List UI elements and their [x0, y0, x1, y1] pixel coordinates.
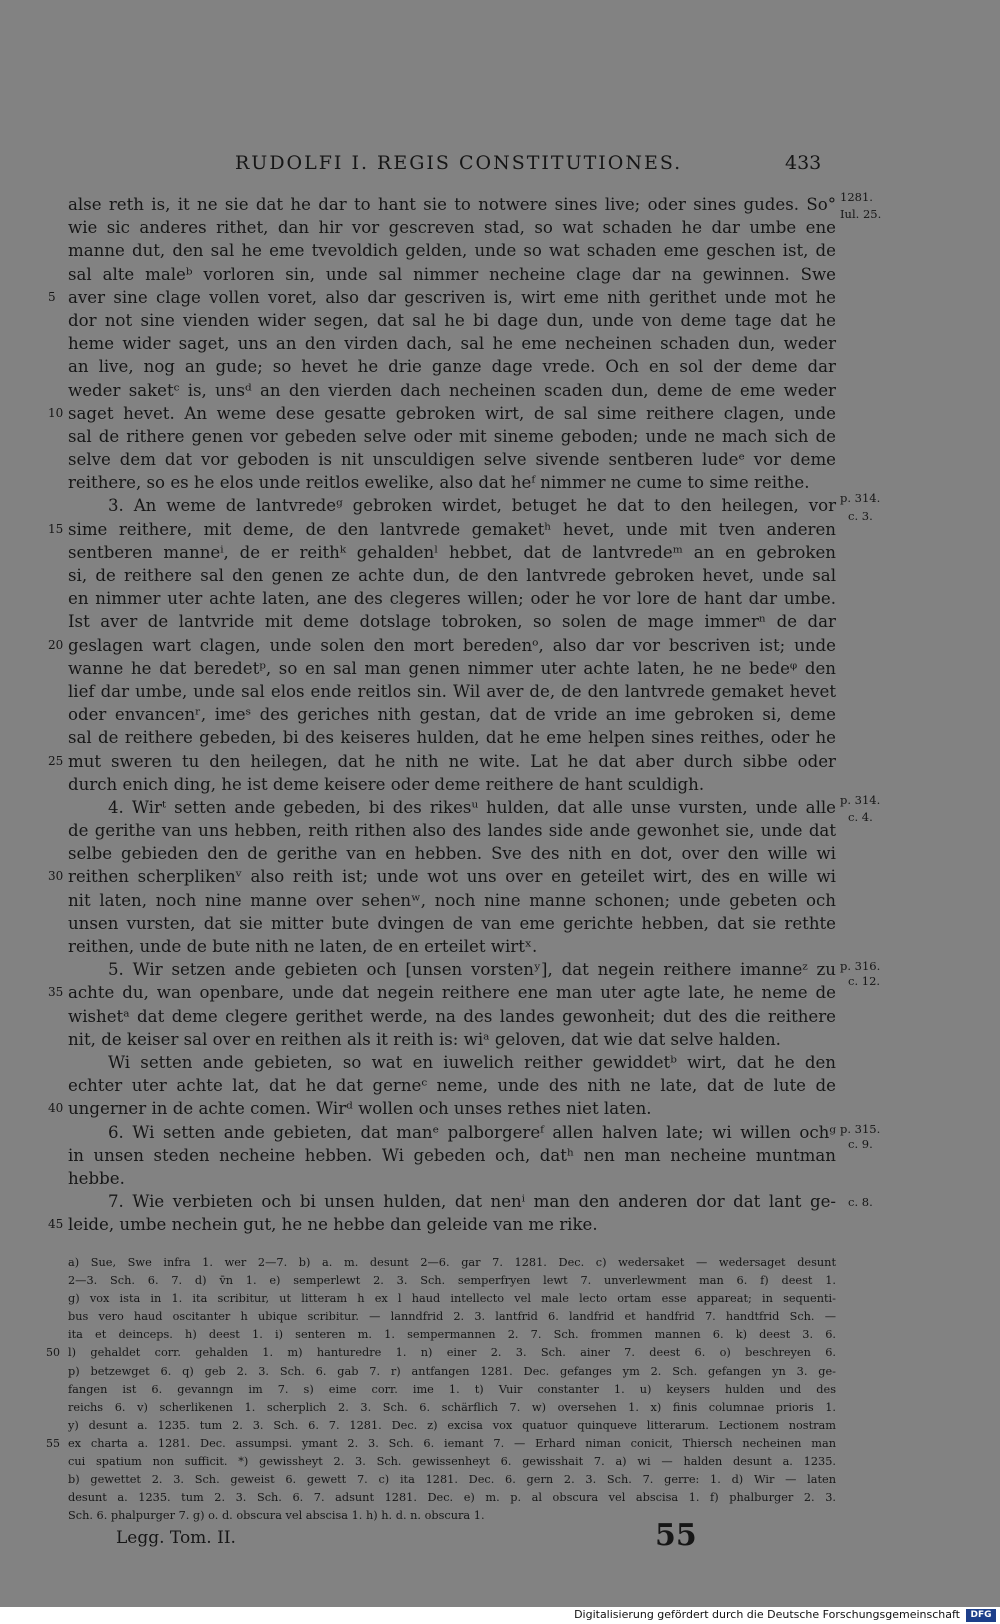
text-line: hebbe.	[68, 1168, 125, 1188]
margin-note-chapter: c. 9.	[848, 1136, 873, 1151]
margin-note-page: p. 315.	[840, 1121, 881, 1136]
margin-note-page: p. 314.	[840, 792, 881, 807]
line-number: 5	[48, 289, 56, 304]
line-number: 30	[48, 869, 64, 884]
text-line: wie sic anderes rithet, dan hir vor gescreven stad, so wat schaden he dar umbe ene Iul. 25.	[68, 207, 882, 238]
footnote-line: y) desunt a. 1235. tum 2. 3. Sch. 6. 7. 1281. Dec. z) excisa vox quatuor quinqueve litterarum. Lectionem nostram	[68, 1418, 836, 1432]
footnote-line: g) vox ista in 1. ita scribitur, ut litteram h ex l haud intellecto vel male lecto ortam esse appareat; in sequenti-	[68, 1292, 836, 1306]
text-line: reithere, so es he elos unde reitlos ewelike, also dat heᶠ nimmer ne cume to sime reithe.	[68, 473, 810, 493]
line-number: 35	[48, 985, 64, 1000]
text-line: dor not sine vienden wider segen, dat sal he bi dage dun, unde von deme tage dat he	[68, 310, 836, 330]
footnote-line: reichs 6. v) scherlikenen 1. scherplich 2. 3. Sch. 6. schärflich 7. w) oversehen 1. x) finis columnae prioris 1.	[68, 1400, 836, 1414]
text-line: de gerithe van uns hebben, reith rithen also des landes side ande gewonhet sie, unde dat c. 4.	[68, 810, 873, 841]
margin-note-page: p. 314.	[840, 491, 881, 506]
text-line: in unsen steden necheine hebben. Wi gebeden och, datʰ nen man necheine muntman c. 9.	[68, 1136, 873, 1165]
text-line: si, de reithere sal den genen ze achte dun, de den lantvrede gebroken hevet, unde sal	[68, 566, 836, 585]
text-line: Ist aver de lantvride mit deme dotslage tobroken, so solen de mage immerⁿ de dar	[68, 612, 836, 632]
footnote-line: Sch. 6. phalpurger 7. g) o. d. obscura vel abscisa 1. h) h. d. n. obscura 1.	[68, 1509, 485, 1523]
footnote-line: b) gewettet 2. 3. Sch. geweist 6. gewett 7. c) ita 1281. Dec. 6. gern 2. 3. Sch. 7. gerre: 1. d) Wir — laten	[68, 1473, 836, 1487]
footnote-line: fangen ist 6. gevanngn im 7. s) eime corr. ime 1. t) Vuir constanter 1. u) keysers hulden und des	[68, 1382, 836, 1396]
main-text	[48, 190, 882, 1236]
text-line: selve dem dat vor geboden is nit unsculdigen selve sivende sentberen ludeᵉ vor deme	[68, 450, 836, 470]
text-line: manne dut, den sal he eme tvevoldich gelden, unde so wat schaden eme geschen ist, de	[68, 241, 836, 261]
running-title: RUDOLFI I. REGIS CONSTITUTIONES.	[235, 152, 683, 174]
footnote-line: a) Sue, Swe infra 1. wer 2—7. b) a. m. desunt 2—6. gar 7. 1281. Dec. c) wedersaket — wedersaget desunt	[68, 1256, 836, 1269]
footnotes	[46, 1254, 836, 1525]
text-line: en nimmer uter achte laten, ane des clegeres willen; oder he vor lore de hant dar umbe.	[68, 589, 836, 609]
line-number: 25	[48, 753, 64, 768]
text-line: lief dar umbe, unde sal elos ende reitlos sin. Wil aver de, de den lantvrede gemaket hevet	[68, 681, 836, 701]
text-line: durch enich ding, he ist deme keisere oder deme reithere de hant sculdigh.	[68, 774, 705, 794]
text-line: oder envancenʳ, imeˢ des geriches nith gestan, dat de vride an ime gebroken si, deme	[68, 705, 836, 725]
text-line: sal de reithere gebeden, bi des keiseres hulden, dat he eme helpen sines reithes, oder he	[68, 728, 836, 748]
dfg-logo: DFG	[966, 1609, 996, 1622]
text-line: wanne he dat beredetᵖ, so en sal man genen nimmer uter achte laten, he ne bedeᵠ den	[68, 658, 836, 678]
footnote-line: p) betzewget 6. q) geb 2. 3. Sch. 6. gab 7. r) antfangen 1281. Dec. gefanges ym 2. Sch. gefangen yn 3. ge-	[68, 1364, 836, 1378]
line-number: 55	[46, 1436, 60, 1450]
text-line: nit, de keiser sal over en reithen als it reith is: wiᵃ geloven, dat wie dat selve halden.	[68, 1029, 781, 1049]
text-line: 35 achte du, wan openbare, unde dat negein reithere ene man uter agte late, he neme de c. 12.	[68, 981, 836, 1004]
text-line: nit laten, noch nine manne over sehenʷ, noch nine manne schonen; unde gebeten och	[68, 890, 836, 910]
footnote-line: desunt a. 1235. tum 2. 3. Sch. 6. 7. adsunt 1281. Dec. e) m. p. al obscura vel abscisa 1. f) phalburger 2. 3.	[68, 1491, 836, 1505]
line-number: 15	[48, 521, 64, 536]
sheet-number: 55	[655, 1518, 697, 1553]
line-number: 20	[48, 637, 64, 652]
footnote-line: 50 l) gehaldet corr. gehalden 1. m) hanturedre 1. n) einer 2. 3. Sch. ainer 7. deest 6. o) beschreyen 6.	[68, 1344, 836, 1362]
footnote-line: cui spatium non sufficit. *) gewissheyt 2. 3. Sch. gewissenheyt 6. gewisshait 7. a) wi — halden desunt a. 1235.	[68, 1455, 836, 1469]
text-line: sentberen manneⁱ, de er reithᵏ gehaldenˡ hebbet, dat de lantvredeᵐ an en gebroken	[68, 542, 836, 562]
margin-note-chapter: c. 4.	[848, 810, 873, 825]
text-line: sal alte maleᵇ vorloren sin, unde sal nimmer necheine clage dar na gewinnen. Swe	[68, 264, 836, 284]
text-line: unsen vursten, dat sie mitter bute dvingen de van eme gerichte hebben, dat sie rethte	[68, 913, 836, 933]
line-number: 40	[48, 1101, 64, 1116]
signature-mark: Legg. Tom. II.	[116, 1528, 236, 1548]
text-line: 45 leide, umbe nechein gut, he ne hebbe dan geleide van me rike.	[68, 1213, 836, 1236]
text-line: 25 mut sweren tu den heilegen, dat he nith ne wite. Lat he dat aber durch sibbe oder	[68, 750, 836, 773]
margin-note-chapter: c. 12.	[848, 974, 881, 989]
text-line: 5 aver sine clage vollen voret, also dar gescriven is, wirt eme nith gerithet unde mot he	[68, 286, 836, 309]
margin-note-page: p. 316.	[840, 959, 881, 974]
footnote-line: ita et deinceps. h) deest 1. i) senteren m. 1. sempermannen 2. 7. Sch. frommen mannen 6. k) deest 3. 6.	[68, 1328, 836, 1342]
digitization-footer	[0, 1607, 1000, 1624]
digitization-notice: Digitalisierung gefördert durch die Deutsche Forschungsgemeinschaft	[574, 1608, 960, 1621]
text-line: sal de rithere genen vor gebeden selve oder mit sineme geboden; unde ne mach sich de	[68, 426, 836, 446]
text-line: 10 saget hevet. An weme dese gesatte gebroken wirt, de sal sime reithere clagen, unde	[68, 402, 836, 425]
text-line: echter uter achte lat, dat he dat gerneᶜ neme, unde des nith ne late, dat de lute de	[68, 1076, 836, 1096]
text-line: 6. Wi setten ande gebieten, dat manᵉ palborgereᶠ allen halven late; wi willen ochᵍ p. 315.	[108, 1121, 881, 1142]
margin-note-chapter: c. 8.	[848, 1195, 873, 1210]
page-number: 433	[785, 152, 822, 174]
line-number: 50	[46, 1346, 60, 1360]
text-line: reithen, unde de bute nith ne laten, de en erteilet wirtˣ.	[68, 937, 538, 956]
text-line: 3. An weme de lantvredeᵍ gebroken wirdet, betuget he dat to den heilegen, vor p. 314.	[108, 491, 881, 516]
text-line: heme wider saget, uns an den virden dach, sal he eme necheinen schaden dun, weder	[68, 334, 836, 354]
text-line: weder saketᶜ is, unsᵈ an den vierden dach necheinen scaden dun, deme de eme weder	[68, 380, 836, 400]
margin-note-chapter: c. 3.	[848, 508, 873, 523]
text-line: 7. Wie verbieten och bi unsen hulden, dat nenⁱ man den anderen dor dat lant ge- c. 8.	[108, 1192, 873, 1212]
line-number: 10	[48, 405, 64, 420]
text-line: alse reth is, it ne sie dat he dar to hant sie to notwere sines live; oder sines gudes. So° 1281.	[68, 190, 873, 214]
text-line: 40 ungerner in de achte comen. Wirᵈ wollen och unses rethes niet laten.	[68, 1097, 836, 1120]
line-number: 45	[48, 1217, 64, 1232]
text-line: selbe gebieden den de gerithe van en hebben. Sve des nith en dot, over den wille wi	[68, 844, 836, 864]
text-line: Wi setten ande gebieten, so wat en iuwelich reither gewiddetᵇ wirt, dat he den	[108, 1052, 836, 1072]
text-line: wishetᵃ dat deme clegere gerithet werde, na des landes gewonheit; dut des die reithere	[68, 1006, 836, 1026]
text-line: an live, nog an gude; so hevet he drie ganze dage vrede. Och en sol der deme dar	[68, 357, 836, 377]
footnote-line: 2—3. Sch. 6. 7. d) v̄n 1. e) semperlewt 2. 3. Sch. semperfryen lewt 7. unverlewment man 6. f) deest 1.	[68, 1274, 836, 1288]
page-header	[0, 152, 1000, 182]
text-line: 5. Wir setzen ande gebieten och [unsen vorstenʸ], dat negein reithere imanneᶻ zu p. 316.	[108, 959, 881, 980]
margin-note-date: Iul. 25.	[840, 207, 882, 222]
text-line: 30 reithen scherplikenᵛ also reith ist; unde wot uns over en geteilet wirt, des en wille wi	[68, 865, 836, 888]
footnote-line: bus vero haud oscitanter h ubique scribitur. — lanndfrid 2. 3. lantfrid 6. landfrid et handfrid 7. handtfrid Sch. —	[68, 1310, 836, 1324]
margin-note-date: 1281.	[840, 190, 873, 204]
footnote-line: 55 ex charta a. 1281. Dec. assumpsi. ymant 2. 3. Sch. 6. iemant 7. — Erhard niman conicit, Thiersch necheinen man	[68, 1435, 836, 1453]
text-line: 20 geslagen wart clagen, unde solen den mort beredenᵒ, also dar vor bescriven ist; unde	[68, 634, 836, 657]
text-line: 15 sime reithere, mit deme, de den lantvrede gemaketʰ hevet, unde mit tven anderen c. 3.	[68, 518, 836, 541]
text-line: 4. Wirᵗ setten ande gebeden, bi des rikesᵘ hulden, dat alle unse vursten, unde alle p. 314.	[108, 792, 881, 817]
